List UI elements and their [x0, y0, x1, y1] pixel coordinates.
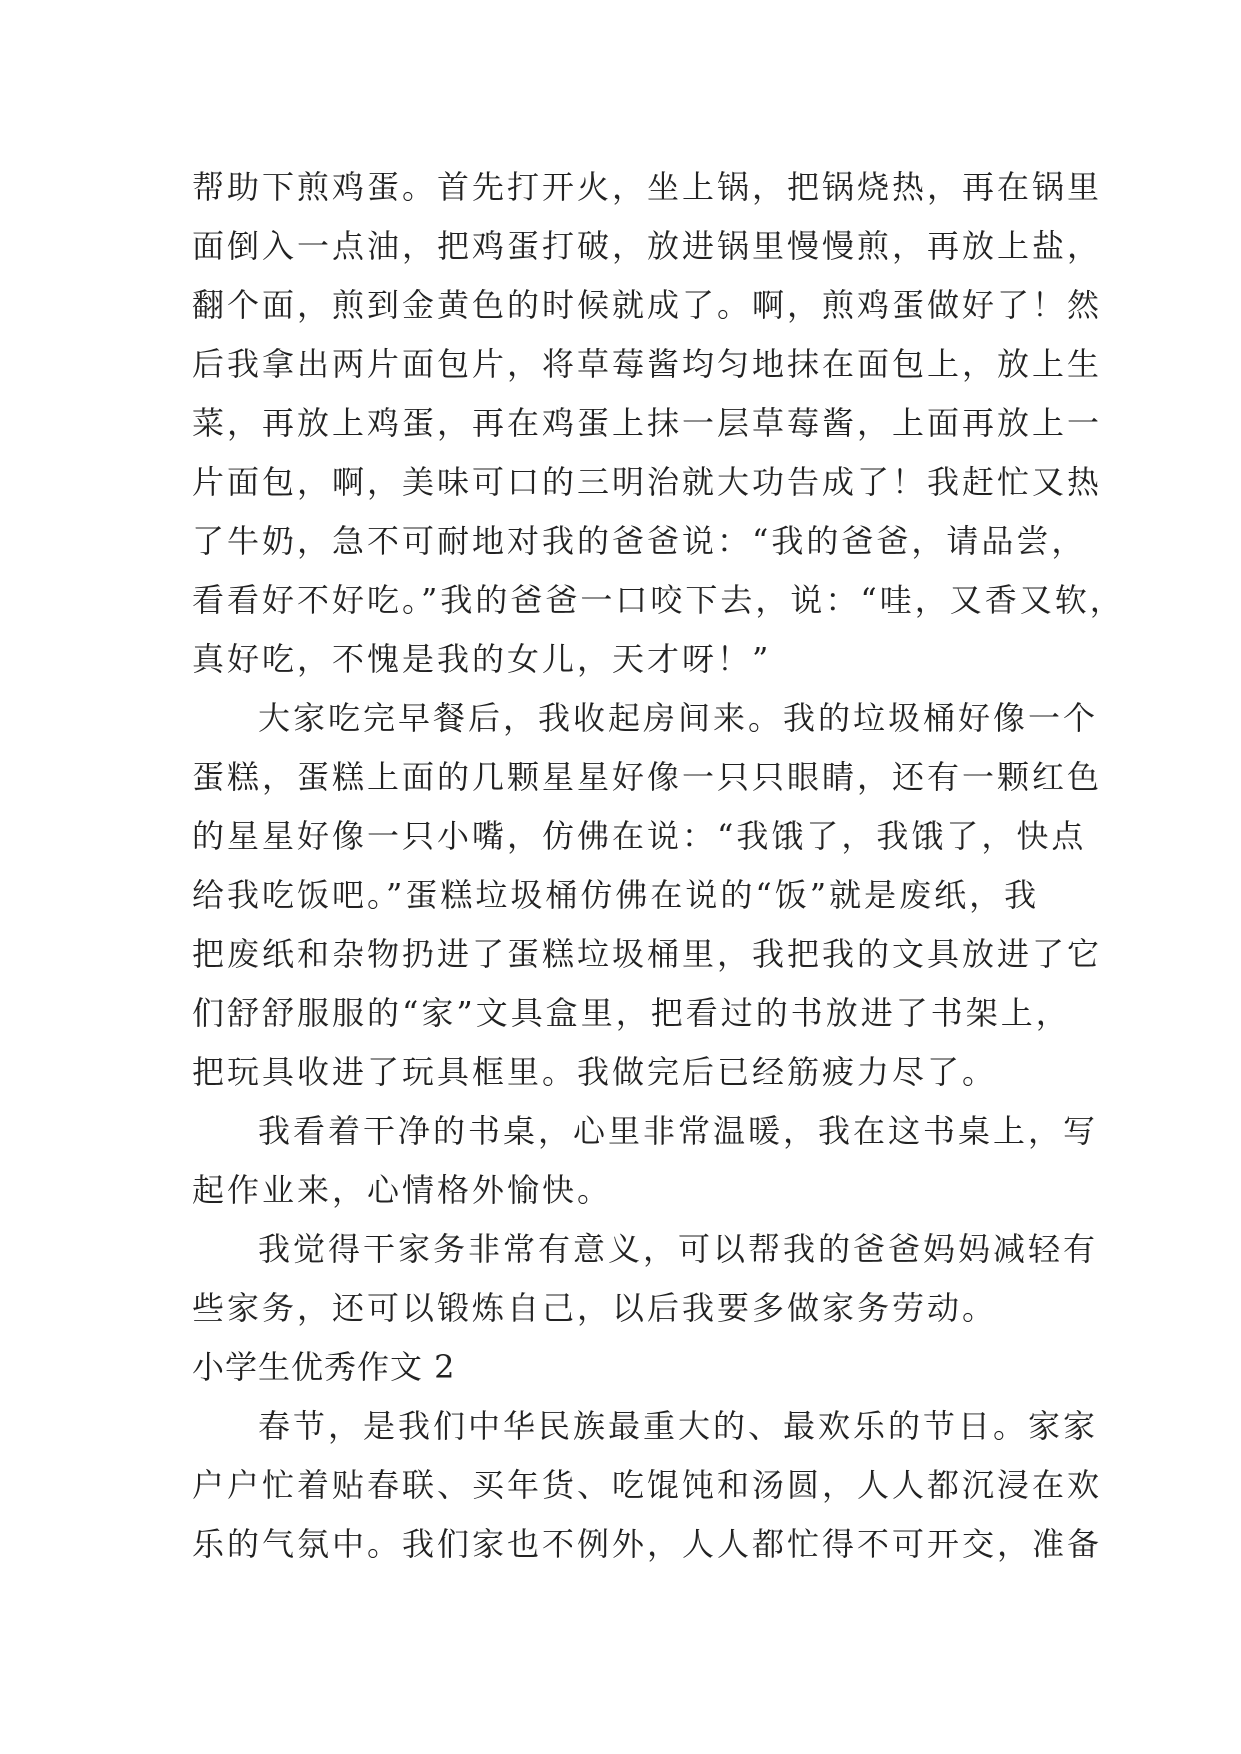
text-line: 片面包，啊，美味可口的三明治就大功告成了！我赶忙又热: [192, 463, 1103, 501]
text-line: 了牛奶，急不可耐地对我的爸爸说：“我的爸爸，请品尝，: [192, 522, 1087, 560]
text-line: 看看好不好吃。”我的爸爸一口咬下去，说：“哇，又香又软，: [192, 581, 1125, 619]
text-line: 真好吃，不愧是我的女儿，天才呀！”: [192, 640, 772, 678]
text-line: 给我吃饭吧。”蛋糕垃圾桶仿佛在说的“饭”就是废纸，我: [192, 876, 1040, 914]
text-line: 户户忙着贴春联、买年货、吃馄饨和汤圆，人人都沉浸在欢: [192, 1466, 1103, 1504]
text-line: 后我拿出两片面包片，将草莓酱均匀地抹在面包上，放上生: [192, 345, 1103, 383]
paragraph-start-line: 春节，是我们中华民族最重大的、最欢乐的节日。家家: [258, 1407, 1099, 1445]
text-line: 菜，再放上鸡蛋，再在鸡蛋上抹一层草莓酱，上面再放上一: [192, 404, 1103, 442]
text-line: 把废纸和杂物扔进了蛋糕垃圾桶里，我把我的文具放进了它: [192, 935, 1103, 973]
paragraph-start-line: 大家吃完早餐后，我收起房间来。我的垃圾桶好像一个: [258, 699, 1099, 737]
paragraph-start-line: 我看着干净的书桌，心里非常温暖，我在这书桌上，写: [258, 1112, 1099, 1150]
text-line: 乐的气氛中。我们家也不例外，人人都忙得不可开交，准备: [192, 1525, 1103, 1563]
text-line: 的星星好像一只小嘴，仿佛在说：“我饿了，我饿了，快点: [192, 817, 1087, 855]
paragraph-start-line: 我觉得干家务非常有意义，可以帮我的爸爸妈妈减轻有: [258, 1230, 1099, 1268]
text-line: 些家务，还可以锻炼自己，以后我要多做家务劳动。: [192, 1289, 998, 1327]
text-line: 们舒舒服服的“家”文具盒里，把看过的书放进了书架上，: [192, 994, 1071, 1032]
text-line: 翻个面，煎到金黄色的时候就成了。啊，煎鸡蛋做好了！然: [192, 286, 1103, 324]
essay-body: [192, 158, 1125, 1574]
text-line: 面倒入一点油，把鸡蛋打破，放进锅里慢慢煎，再放上盐，: [192, 227, 1103, 265]
essay-heading: 小学生优秀作文 2: [192, 1348, 456, 1386]
text-line: 帮助下煎鸡蛋。首先打开火，坐上锅，把锅烧热，再在锅里: [192, 168, 1103, 206]
text-line: 起作业来，心情格外愉快。: [192, 1171, 613, 1209]
text-line: 蛋糕，蛋糕上面的几颗星星好像一只只眼睛，还有一颗红色: [192, 758, 1103, 796]
text-line: 把玩具收进了玩具框里。我做完后已经筋疲力尽了。: [192, 1053, 998, 1091]
